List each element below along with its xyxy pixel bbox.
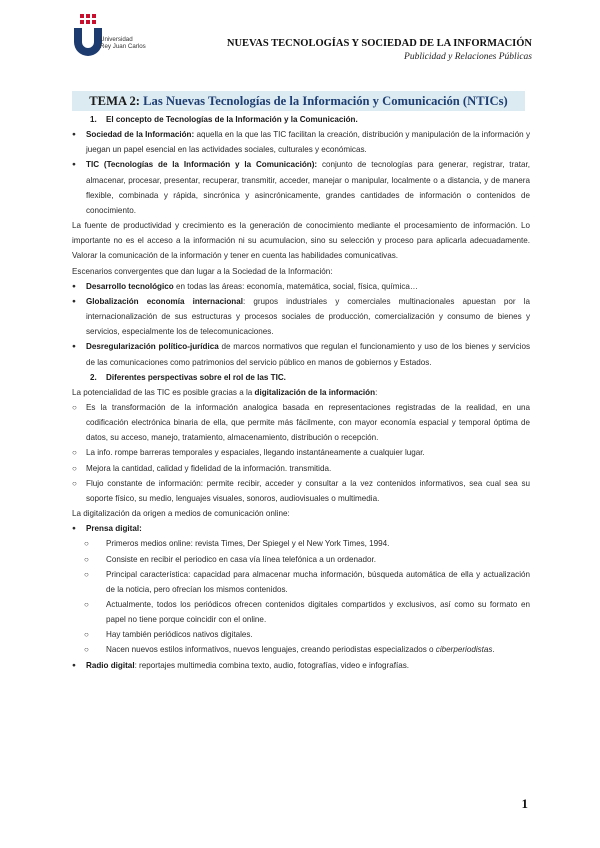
digitalization-item: ○ Es la transformación de la información analogica basada en representaciones registradas de la realidad, en una codificación electrónica binaria de ella, que permite más fácilmente, con mayor economía espacial y temporal óptima de datos, su acceso, manejo, tratamiento, almacenamiento, distribución o recepción.: [72, 400, 530, 445]
header-subtitle: Publicidad y Relaciones Públicas: [404, 52, 532, 62]
digitalization-item: ○ La info. rompe barreras temporales y espaciales, llegando instantáneamente a cualquier lugar.: [72, 445, 530, 460]
banner-label: TEMA 2:: [89, 94, 140, 108]
page-number: 1: [521, 796, 528, 811]
media-item: ● Radio digital: reportajes multimedia combina texto, audio, fotografías, video e infografías.: [72, 658, 530, 673]
paragraph: La potencialidad de las TIC es posible gracias a la digitalización de la información:: [72, 387, 378, 397]
definition-item: ● TIC (Tecnologías de la Información y la Comunicación): conjunto de tecnologías para generar, registrar, tratar, almacenar, procesar, presentar, recuperar, transmitir, acceder, manejar o manipular, localmente o a distancia, y de manera flexible, combinada y rápida, sincrónica y asincrónicamente, grandes cantidades de información o contenidos de conocimiento.: [72, 157, 530, 218]
scenario-item: ● Desregularización político-jurídica de marcos normativos que regulan el funcionamiento y uso de los bienes y servicios de las comunicaciones como patrimonios del servicio público en manos de gobiernos y Estados.: [72, 339, 530, 369]
section-2-heading: 2. Diferentes perspectivas sobre el rol de las TIC.: [90, 372, 286, 382]
prensa-subitem: ○ Primeros medios online: revista Times, Der Spiegel y el New York Times, 1994.: [84, 536, 530, 551]
paragraph: La fuente de productividad y crecimiento es la generación de conocimiento mediante el procesamiento de información. Lo importante no es el acceso a la información ni su acumulacion, sino su selección y proceso para aplicarla adecuadamente. Valorar la comunicación de la información y tener en cuenta las habilidades comunicativas.: [72, 221, 530, 261]
digitalization-item: ○ Mejora la cantidad, calidad y fidelidad de la información. transmitida.: [72, 461, 530, 476]
paragraph: La digitalización da origen a medios de comunicación online:: [72, 509, 290, 519]
media-item: ● Prensa digital:: [72, 521, 530, 536]
digitalization-item: ○ Flujo constante de información: permite recibir, acceder y consultar a la vez contenidos informativos, sea cual sea su soporte físico, su medio, lenguajes visuales, sonoros, audiovisuales o multimedia.: [72, 476, 530, 506]
scenario-item: ● Desarrollo tecnológico en todas las áreas: economía, matemática, social, física, química…: [72, 279, 530, 294]
prensa-subitem: ○ Hay también periódicos nativos digitales.: [84, 627, 530, 642]
paragraph: Escenarios convergentes que dan lugar a la Sociedad de la Información:: [72, 266, 333, 276]
header-title: NUEVAS TECNOLOGÍAS Y SOCIEDAD DE LA INFORMACIÓN: [226, 38, 532, 49]
definition-item: ● Sociedad de la Información: aquella en la que las TIC facilitan la creación, distribución y manipulación de la información y juegan un papel esencial en las actividades sociales, culturales y económicas.: [72, 127, 530, 157]
banner-title: Las Nuevas Tecnologías de la Información y Comunicación (NTICs): [143, 94, 508, 108]
document-body: [72, 112, 530, 673]
section-1-heading: 1. El concepto de Tecnologías de la Información y la Comunicación.: [90, 115, 358, 124]
prensa-subitem: ○ Nacen nuevos estilos informativos, nuevos lenguajes, creando periodistas especializados o ciberperiodistas.: [84, 642, 530, 657]
logo-text: Universidad Rey Juan Carlos: [100, 36, 146, 51]
prensa-subitem: ○ Principal característica: capacidad para almacenar mucha información, búsqueda automática de ella y actualización de la noticia, pero ofrecían los mismos contenidos.: [84, 567, 530, 597]
prensa-subitem: ○ Consiste en recibir el periodico en casa vía línea telefónica a un ordenador.: [84, 552, 530, 567]
prensa-subitem: ○ Actualmente, todos los periódicos ofrecen contenidos digitales compartidos y exclusivos, así como su formato en papel no tiene porque coincidir con el online.: [84, 597, 530, 627]
scenario-item: ● Globalización economía internacional: grupos industriales y comerciales multinacionales apuestan por la internacionalización de sus estructuras y procesos sociales de producción, comercialización y consumo de bienes y servicios, especialmente los de telecomunicaciones.: [72, 294, 530, 339]
topic-banner: [72, 91, 525, 111]
